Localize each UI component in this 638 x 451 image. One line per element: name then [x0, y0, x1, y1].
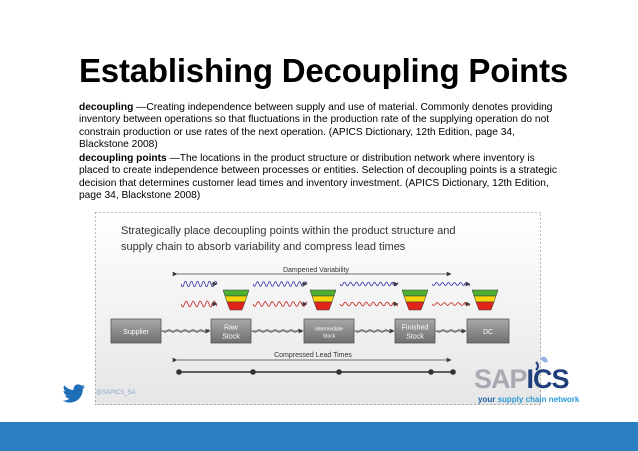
- buffer-red-zone: [314, 302, 332, 310]
- diagram-heading-line2: supply chain to absorb variability and compress lead times: [121, 241, 406, 253]
- buffer-red-zone: [227, 302, 245, 310]
- timeline-dot: [428, 369, 434, 375]
- node-raw: [211, 319, 251, 343]
- node-label: Stock: [222, 333, 240, 341]
- node-label: Intermediate: [315, 326, 343, 333]
- buffer-green-zone: [223, 290, 249, 296]
- timeline-dot: [176, 369, 182, 375]
- timeline-dot: [336, 369, 342, 375]
- definition-decoupling: [79, 102, 559, 152]
- definition-term: decoupling: [79, 102, 134, 113]
- dampened-variability-label: Dampened Variability: [282, 267, 350, 274]
- node-label: Finished: [401, 324, 429, 332]
- definition-term: decoupling points: [79, 153, 167, 164]
- logo-swoosh: [540, 357, 548, 363]
- node-intermediate: [304, 319, 354, 343]
- definition-text: —Creating independence between supply and use of material. Commonly denotes providing inventory between operations so that fluctuations in the production rate of the supplying operation do not constrain production or use rates of the next operation. (APICS Dictionary, 12th Edition, page 34, Blackstone 2008): [79, 102, 553, 151]
- node-label: Stock: [322, 333, 336, 340]
- node-dc: [467, 319, 509, 343]
- tagline-your: your: [478, 395, 496, 404]
- timeline-dot: [250, 369, 256, 375]
- definition-decoupling-points: [79, 153, 559, 203]
- buffer-green-zone: [402, 290, 428, 296]
- logo-wordmark: [474, 364, 569, 395]
- buffer-yellow-zone: [404, 296, 426, 302]
- logo-ics: ICS: [526, 364, 569, 394]
- tagline-rest: supply chain network: [495, 395, 580, 404]
- logo-tagline: [478, 395, 579, 404]
- buffer-green-zone: [472, 290, 498, 296]
- node-label: DC: [482, 329, 494, 336]
- definition-text: —The locations in the product structure or distribution network where inventory is placed to create independence between processes or entities. Selection of decoupling points is a strategic decision that determines customer lead times and inventory investment. (APICS Dictionary, 12th Edition, page 34, Blackstone 2008): [79, 153, 557, 202]
- footer-bar: [0, 422, 638, 451]
- node-label: Stock: [406, 333, 424, 341]
- node-supplier: [111, 319, 161, 343]
- buffer-red-zone: [406, 302, 424, 310]
- buffer-yellow-zone: [474, 296, 496, 302]
- twitter-bird-icon[interactable]: [62, 384, 86, 404]
- node-label: Supplier: [123, 329, 149, 336]
- diagram-heading-line1: Strategically place decoupling points within the product structure and: [121, 225, 456, 237]
- node-finished: [395, 319, 435, 343]
- node-label: Raw: [223, 324, 239, 332]
- slide-title: Establishing Decoupling Points: [79, 52, 569, 89]
- buffer-yellow-zone: [312, 296, 334, 302]
- compressed-lead-times-label: Compressed Lead Times: [274, 352, 352, 359]
- buffer-green-zone: [310, 290, 336, 296]
- logo-sap: SAP: [474, 364, 527, 394]
- timeline-dot: [450, 369, 456, 375]
- buffer-red-zone: [476, 302, 494, 310]
- buffer-yellow-zone: [225, 296, 247, 302]
- twitter-handle[interactable]: @SAPICS_SA: [96, 390, 136, 396]
